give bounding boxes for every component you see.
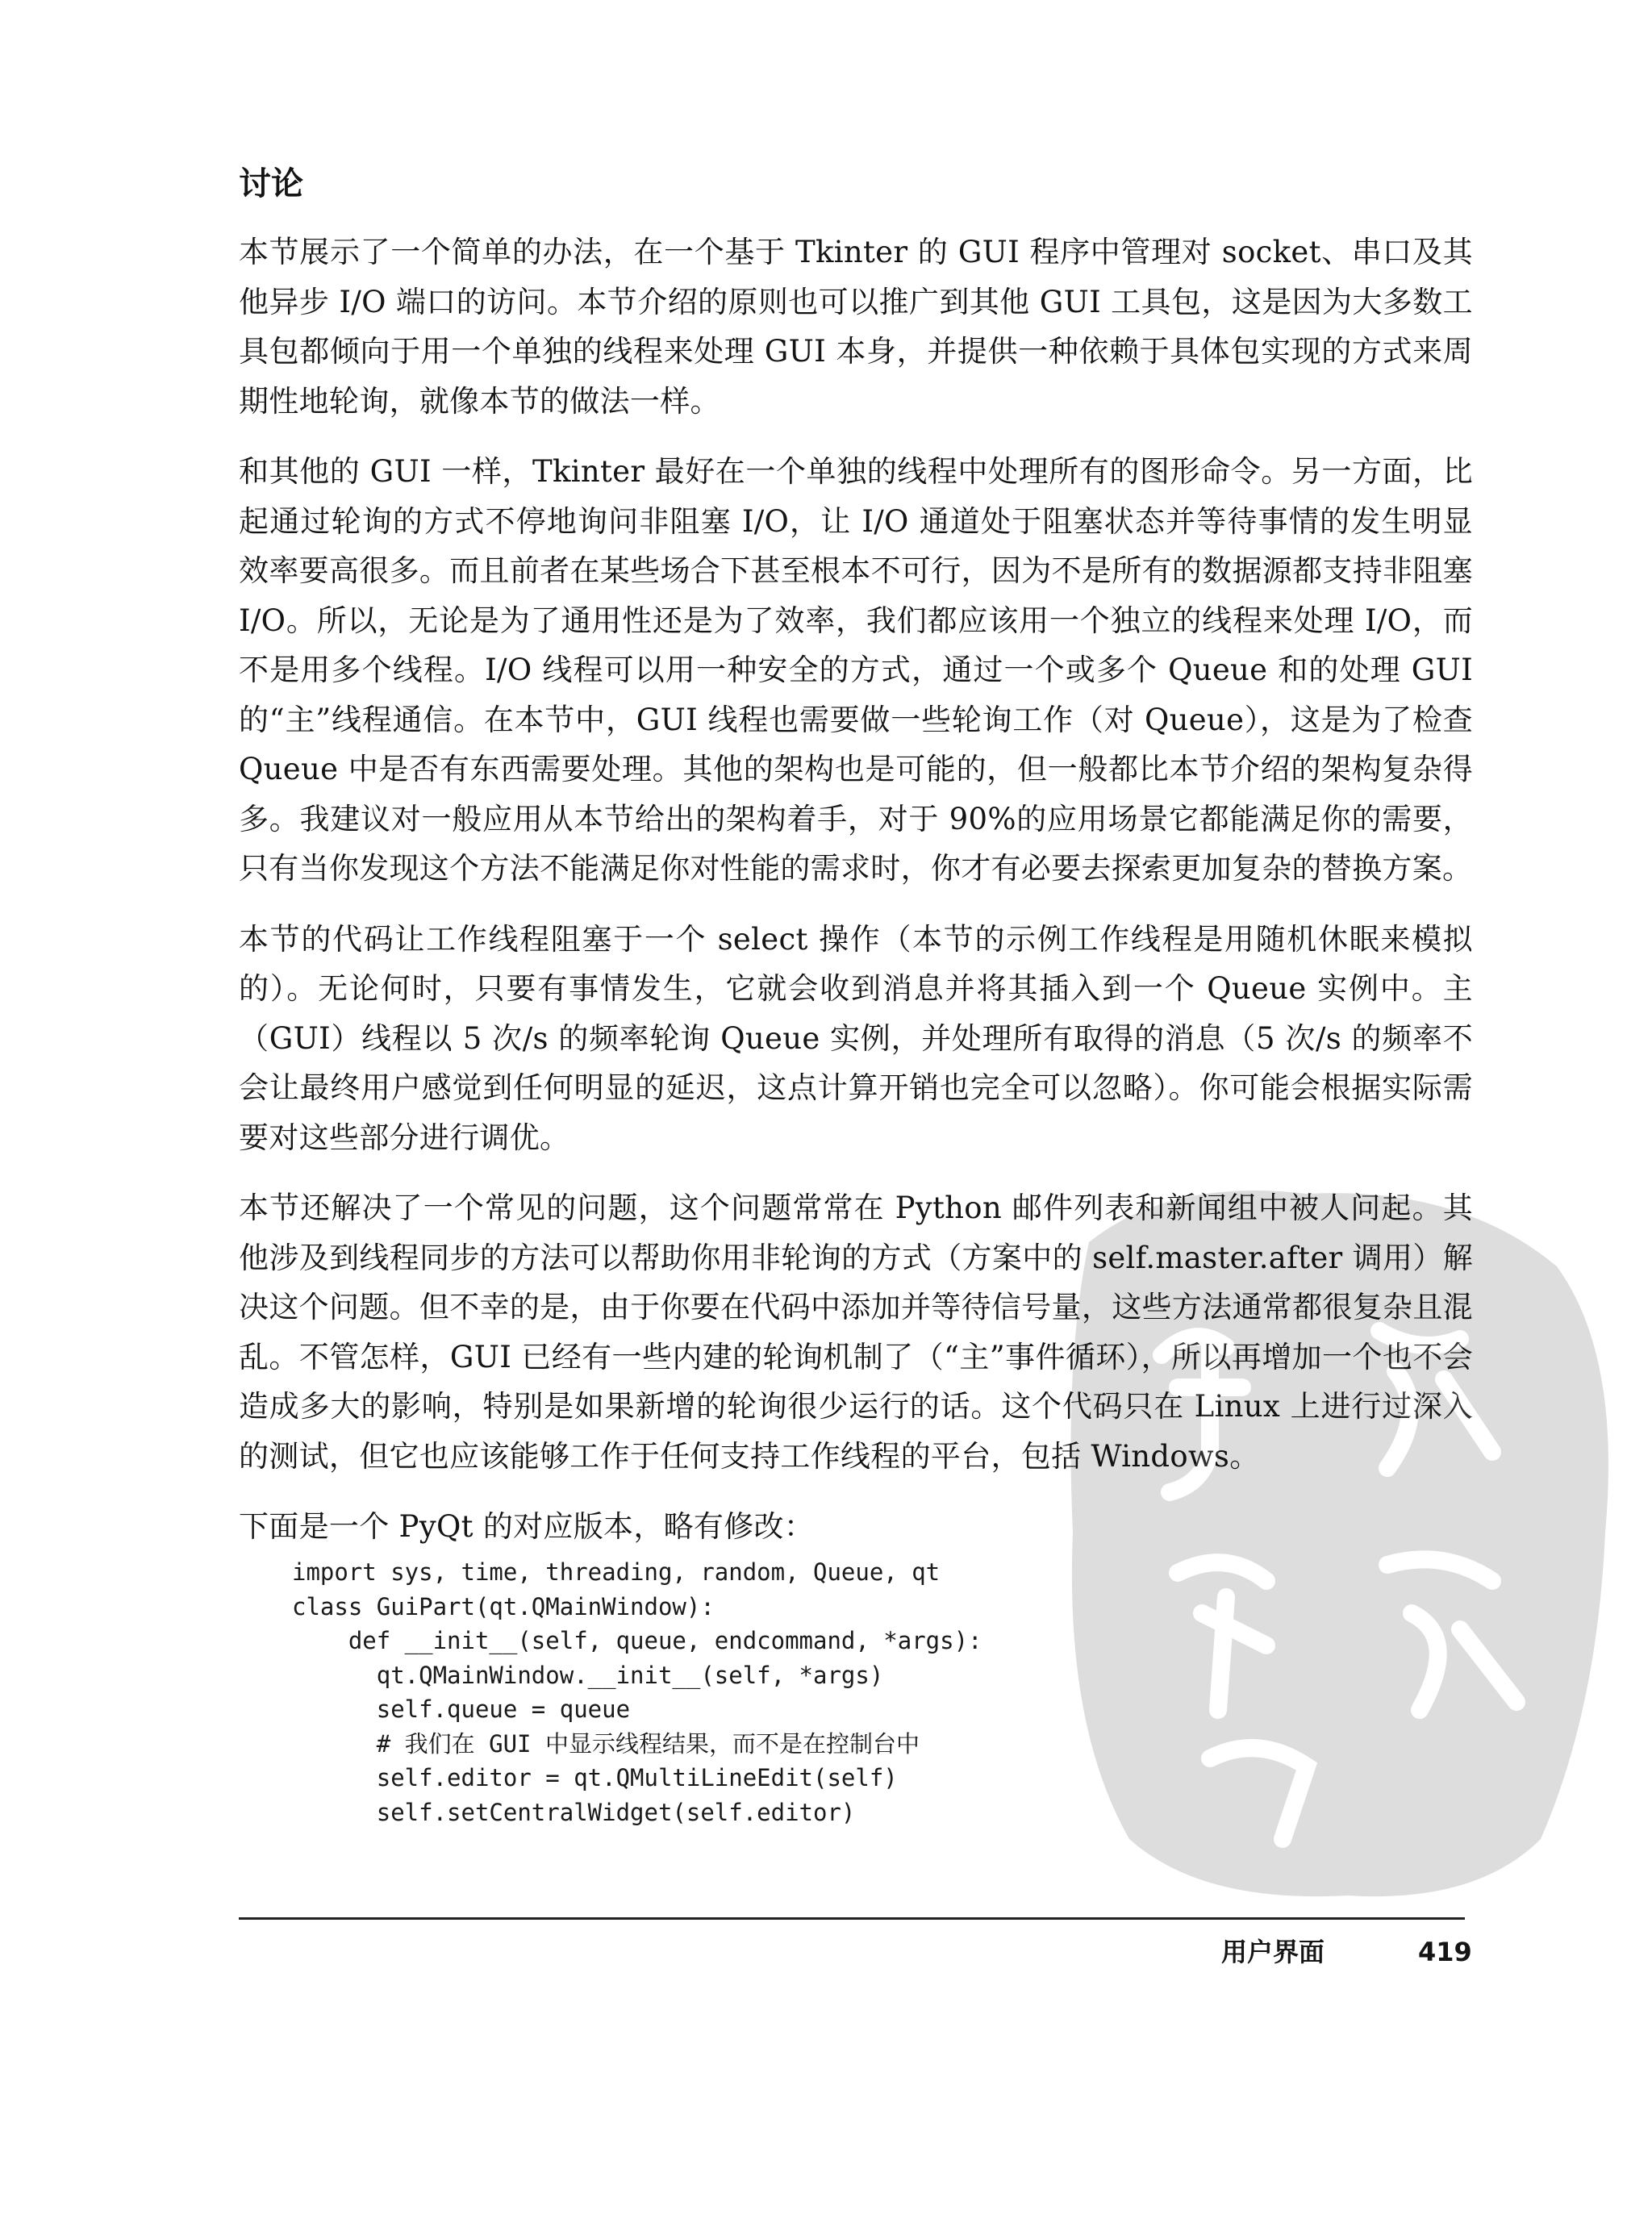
paragraph-5: 下面是一个 PyQt 的对应版本，略有修改： [239,1509,815,1544]
code-line: qt.QMainWindow.__init__(self, *args) [292,1661,884,1689]
paragraph-3: 本节的代码让工作线程阻塞于一个 select 操作（本节的示例工作线程是用随机休眠来模拟的）。无论何时，只要有事情发生，它就会收到消息并将其插入到一个 Queue 实例中。主（GUI）线程以 5 次/s 的频率轮询 Queue 实例，并处理所有取得的消息（5 次/s 的频率不会让最终用户感觉到任何明显的延迟，这点计算开销也完全可以忽略）。你可能会根据实际需要对这些部分进行调优。 [239,921,1473,1155]
code-comment-line: # 我们在 GUI 中显示线程结果，而不是在控制台中 [292,1729,920,1758]
code-line: class GuiPart(qt.QMainWindow): [292,1592,715,1620]
code-line: def __init__(self, queue, endcommand, *args): [292,1627,982,1654]
page-number: 419 [1418,1937,1472,1967]
code-line: import sys, time, threading, random, Queue, qt [292,1558,941,1586]
code-listing [292,1555,982,1829]
paragraph-1: 本节展示了一个简单的办法，在一个基于 Tkinter 的 GUI 程序中管理对 socket、串口及其他异步 I/O 端口的访问。本节介绍的原则也可以推广到其他 GUI 工具包，这是因为大多数工具包都倾向于用一个单独的线程来处理 GUI 本身，并提供一种依赖于具体包实现的方式来周期性地轮询，就像本节的做法一样。 [239,235,1473,419]
paragraph-4: 本节还解决了一个常见的问题，这个问题常常在 Python 邮件列表和新闻组中被人问起。其他涉及到线程同步的方法可以帮助你用非轮询的方式（方案中的 self.master.after 调用）解决这个问题。但不幸的是，由于你要在代码中添加并等待信号量，这些方法通常都很复杂且混乱。不管怎样，GUI 已经有一些内建的轮询机制了（“主”事件循环），所以再增加一个也不会造成多大的影响，特别是如果新增的轮询很少运行的话。这个代码只在 Linux 上进行过深入的测试，但它也应该能够工作于任何支持工作线程的平台，包括 Windows。 [239,1191,1473,1474]
code-line: self.setCentralWidget(self.editor) [292,1798,856,1826]
code-line: self.queue = queue [292,1695,631,1723]
code-line: self.editor = qt.QMultiLineEdit(self) [292,1764,898,1791]
paragraph-2: 和其他的 GUI 一样，Tkinter 最好在一个单独的线程中处理所有的图形命令。另一方面，比起通过轮询的方式不停地询问非阻塞 I/O，让 I/O 通道处于阻塞状态并等待事情的发生明显效率要高很多。而且前者在某些场合下甚至根本不可行，因为不是所有的数据源都支持非阻塞 I/O。所以，无论是为了通用性还是为了效率，我们都应该用一个独立的线程来处理 I/O，而不是用多个线程。I/O 线程可以用一种安全的方式，通过一个或多个 Queue 和的处理 GUI 的“主”线程通信。在本节中，GUI 线程也需要做一些轮询工作（对 Queue），这是为了检查 Queue 中是否有东西需要处理。其他的架构也是可能的，但一般都比本节介绍的架构复杂得多。我建议对一般应用从本节给出的架构着手，对于 90%的应用场景它都能满足你的需要，只有当你发现这个方法不能满足你对性能的需求时，你才有必要去探索更加复杂的替换方案。 [239,454,1473,886]
section-heading: 讨论 [239,165,303,202]
body-text [239,227,1473,1573]
footer-rule [239,1917,1465,1920]
footer-section-title: 用户界面 [1221,1937,1325,1967]
